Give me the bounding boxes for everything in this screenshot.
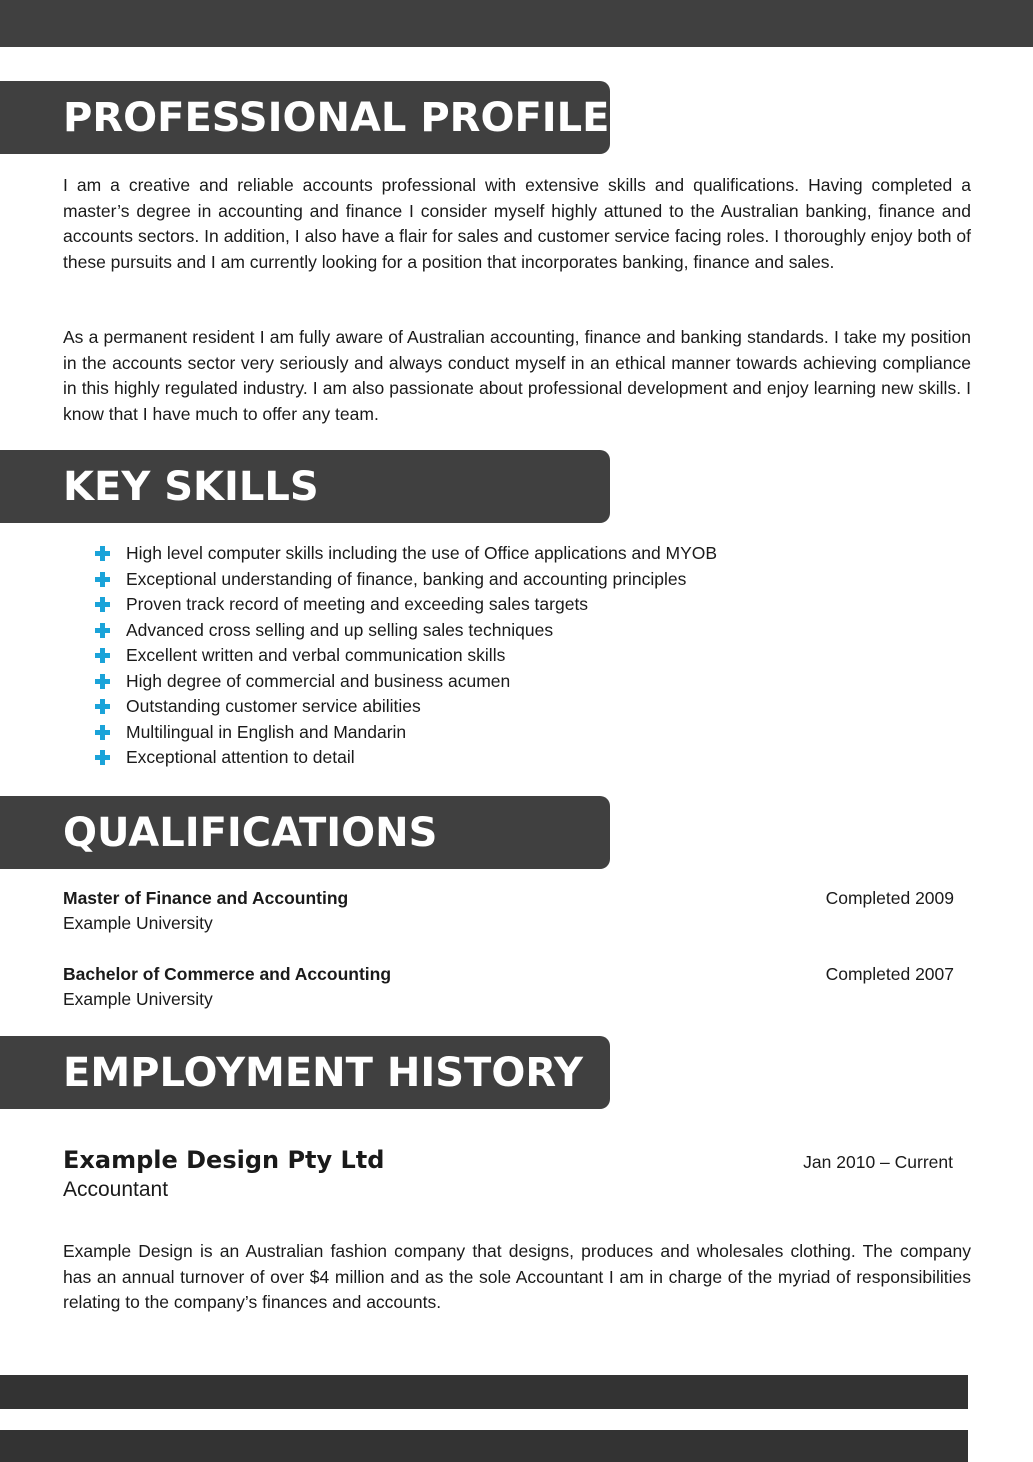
profile-paragraph-2: As a permanent resident I am fully aware of Australian accounting, finance and banking standards. I take my position in the accounts sector very seriously and always conduct myself in an ethical manner towards achieving compliance in this highly regulated industry. I am also passionate about professional development and enjoy learning new skills. I know that I have much to offer any team. (63, 327, 971, 424)
section-header-employment (0, 1036, 610, 1109)
profile-paragraph-1: I am a creative and reliable accounts professional with extensive skills and qualifications. Having completed a master’s degree in accounting and finance I consider myself highly attuned to the Australian banking, finance and accounts sectors. In addition, I also have a flair for sales and customer service facing roles. I thoroughly enjoy both of these pursuits and I am currently looking for a position that incorporates banking, finance and sales. (63, 175, 971, 272)
qualification-institution: Example University (63, 913, 213, 933)
section-header-qualifications (0, 796, 610, 869)
qualification-degree: Bachelor of Commerce and Accounting (63, 964, 392, 984)
plus-bullet-icon (95, 572, 110, 587)
employment-entry (63, 1146, 953, 1202)
skill-text: Proven track record of meeting and exceeding sales targets (126, 594, 589, 615)
qualification-entry (63, 962, 954, 1012)
skill-item (95, 618, 717, 644)
skill-item (95, 567, 717, 593)
skill-item (95, 592, 717, 618)
skill-item (95, 745, 717, 771)
bottom-decorative-bar (0, 1375, 968, 1409)
skill-text: Advanced cross selling and up selling sales techniques (126, 619, 554, 640)
key-skills-list (95, 541, 717, 771)
employment-description: Example Design is an Australian fashion company that designs, produces and wholesales clothing. The company has an annual turnover of over $4 million and as the sole Accountant I am in charge of the myriad of responsibilities relating to the company’s finances and accounts. (63, 1241, 971, 1312)
plus-bullet-icon (95, 546, 110, 561)
skill-text: Multilingual in English and Mandarin (126, 721, 407, 742)
section-header-profile (0, 81, 610, 154)
qualification-degree: Master of Finance and Accounting (63, 888, 349, 908)
qualification-institution: Example University (63, 989, 213, 1009)
section-title-profile: PROFESSIONAL PROFILE (63, 94, 610, 141)
skill-text: Exceptional attention to detail (126, 747, 355, 768)
plus-bullet-icon (95, 725, 110, 740)
employment-period: Jan 2010 – Current (803, 1152, 953, 1172)
plus-bullet-icon (95, 699, 110, 714)
skill-item (95, 669, 717, 695)
employer-name: Example Design Pty Ltd (63, 1146, 385, 1174)
skill-text: High level computer skills including the use of Office applications and MYOB (126, 543, 718, 564)
skill-text: Exceptional understanding of finance, banking and accounting principles (126, 568, 687, 589)
plus-bullet-icon (95, 597, 110, 612)
skill-text: High degree of commercial and business acumen (126, 670, 511, 691)
section-title-skills: KEY SKILLS (63, 463, 319, 510)
plus-bullet-icon (95, 648, 110, 663)
section-header-skills (0, 450, 610, 523)
qualification-completed: Completed 2007 (825, 964, 954, 984)
skill-text: Outstanding customer service abilities (126, 696, 421, 717)
bottom-decorative-bar (0, 1430, 968, 1462)
plus-bullet-icon (95, 674, 110, 689)
top-decorative-bar (0, 0, 1033, 47)
plus-bullet-icon (95, 750, 110, 765)
section-title-employment: EMPLOYMENT HISTORY (63, 1049, 583, 1096)
skill-text: Excellent written and verbal communication skills (126, 645, 506, 666)
skill-item (95, 643, 717, 669)
section-title-qualifications: QUALIFICATIONS (63, 809, 438, 856)
job-title: Accountant (63, 1178, 169, 1201)
qualification-entry (63, 886, 954, 936)
plus-bullet-icon (95, 623, 110, 638)
skill-item (95, 694, 717, 720)
skill-item (95, 720, 717, 746)
qualification-completed: Completed 2009 (825, 888, 954, 908)
skill-item (95, 541, 717, 567)
